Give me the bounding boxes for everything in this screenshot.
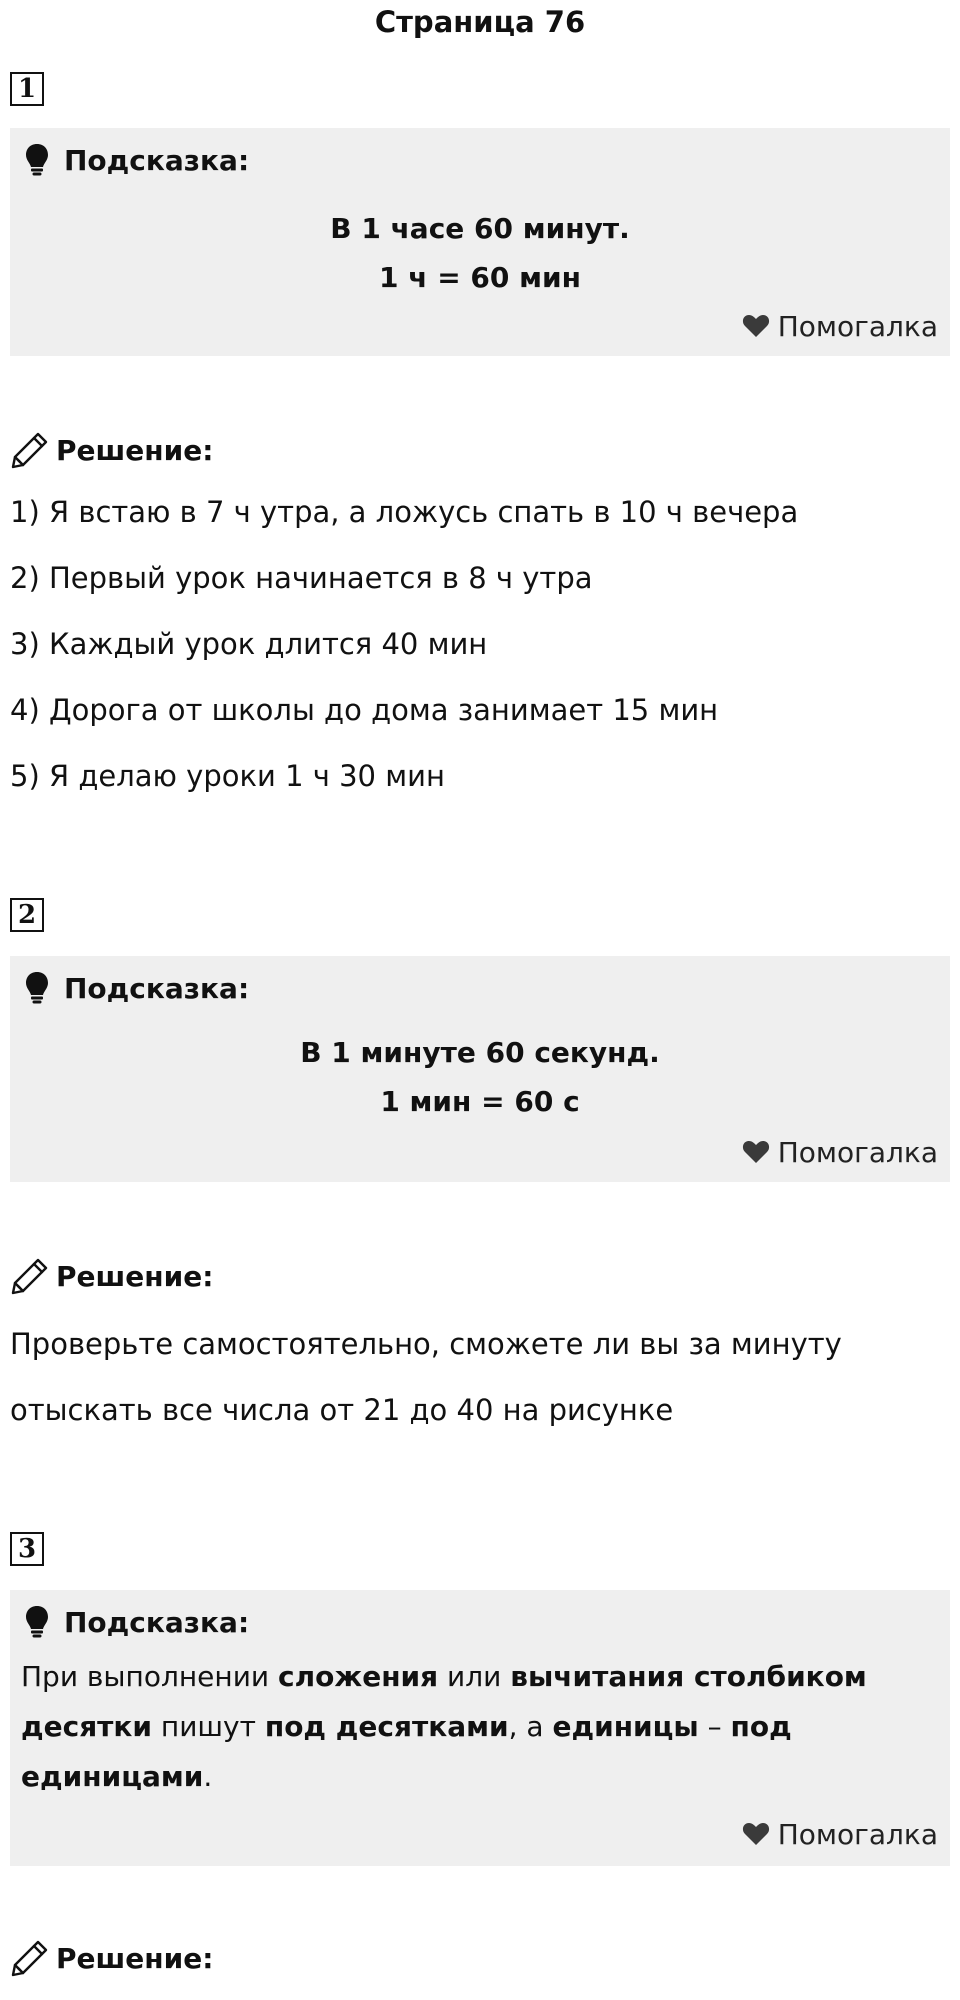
hint-text: пишут bbox=[152, 1710, 265, 1743]
solution-header-3 bbox=[10, 1938, 213, 1978]
page-title: Страница 76 bbox=[374, 5, 586, 39]
solution-line: 3) Каждый урок длится 40 мин bbox=[10, 627, 488, 661]
solution-header-1 bbox=[10, 430, 213, 470]
solution-line: 2) Первый урок начинается в 8 ч утра bbox=[10, 561, 593, 595]
hint-title: Подсказка: bbox=[64, 971, 250, 1005]
hint-text: , а bbox=[508, 1710, 553, 1743]
pencil-icon bbox=[10, 430, 50, 470]
hint-text: При выполнении bbox=[21, 1660, 279, 1693]
solution-line: 5) Я делаю уроки 1 ч 30 мин bbox=[10, 759, 445, 793]
hint-line: В 1 часе 60 минут. bbox=[330, 212, 630, 245]
lightbulb-icon bbox=[24, 1605, 50, 1639]
solution-header-2 bbox=[10, 1256, 213, 1296]
hint-paragraph bbox=[21, 1652, 921, 1802]
brand-text: Помогалка bbox=[777, 1135, 938, 1169]
lightbulb-icon bbox=[24, 971, 50, 1005]
hint-text-bold: десятки bbox=[21, 1710, 153, 1743]
hint-text: или bbox=[438, 1660, 511, 1693]
heart-icon bbox=[742, 1139, 770, 1165]
solution-line: Проверьте самостоятельно, сможете ли вы за минуту bbox=[10, 1327, 842, 1361]
hint-text-bold: единицы bbox=[552, 1710, 699, 1743]
solution-title: Решение: bbox=[56, 433, 214, 467]
lightbulb-icon bbox=[24, 143, 50, 177]
task-number-1: 1 bbox=[10, 72, 44, 106]
heart-icon bbox=[742, 313, 770, 339]
pencil-icon bbox=[10, 1938, 50, 1978]
hint-header bbox=[24, 970, 249, 1006]
task-number-3: 3 bbox=[10, 1532, 44, 1566]
solution-title: Решение: bbox=[56, 1259, 214, 1293]
heart-icon bbox=[742, 1821, 770, 1847]
hint-header bbox=[24, 1604, 249, 1640]
pencil-icon bbox=[10, 1256, 50, 1296]
hint-text: – bbox=[698, 1710, 731, 1743]
hint-text-bold: сложения bbox=[278, 1660, 439, 1693]
hint-box-3 bbox=[10, 1590, 950, 1866]
hint-title: Подсказка: bbox=[64, 1605, 250, 1639]
hint-text-bold: под десятками bbox=[264, 1710, 509, 1743]
solution-title: Решение: bbox=[56, 1941, 214, 1975]
hint-title: Подсказка: bbox=[64, 143, 250, 177]
hint-text-bold: вычитания столбиком bbox=[510, 1660, 867, 1693]
solution-line: отыскать все числа от 21 до 40 на рисунке bbox=[10, 1393, 674, 1427]
brand-label bbox=[742, 308, 938, 344]
hint-header bbox=[24, 142, 249, 178]
hint-box-1 bbox=[10, 128, 950, 356]
hint-line: 1 ч = 60 мин bbox=[379, 261, 581, 294]
hint-line: 1 мин = 60 с bbox=[380, 1085, 580, 1118]
hint-text: . bbox=[203, 1760, 213, 1793]
hint-box-2 bbox=[10, 956, 950, 1182]
brand-text: Помогалка bbox=[777, 1817, 938, 1851]
hint-line: В 1 минуте 60 секунд. bbox=[300, 1036, 660, 1069]
hint-text-bold: под bbox=[730, 1710, 792, 1743]
solution-line: 1) Я встаю в 7 ч утра, а ложусь спать в 10 ч вечера bbox=[10, 495, 799, 529]
hint-text-bold: единицами bbox=[21, 1760, 204, 1793]
brand-text: Помогалка bbox=[777, 309, 938, 343]
brand-label bbox=[742, 1134, 938, 1170]
brand-label bbox=[742, 1816, 938, 1852]
task-number-2: 2 bbox=[10, 898, 44, 932]
solution-line: 4) Дорога от школы до дома занимает 15 мин bbox=[10, 693, 719, 727]
